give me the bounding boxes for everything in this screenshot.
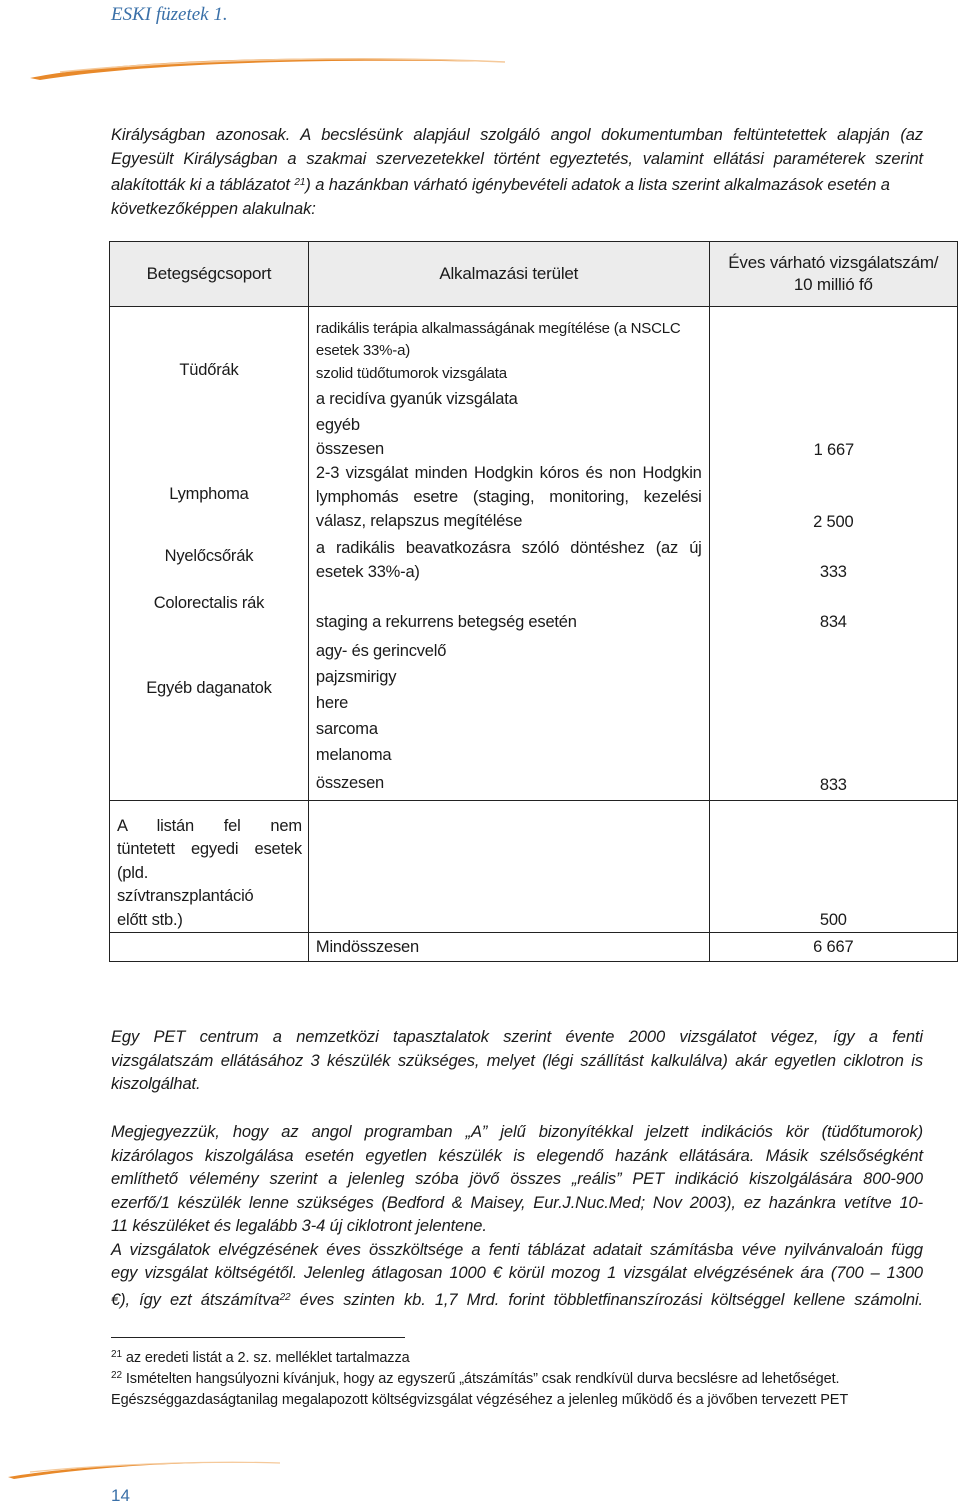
group-cell: Lymphoma (110, 461, 309, 533)
para-line: 11 készüléket és legalább 3-4 új ciklotront jelentene. (111, 1217, 487, 1235)
footnote-22-continued: Egészséggazdaságtanilag megalapozott költségvizsgálat végzéséhez a jelenleg működő és a jövőben tervezett PET (111, 1392, 849, 1408)
count-cell: 2 500 (709, 461, 957, 533)
table-row (110, 800, 958, 933)
paragraph-pet-centre (111, 1026, 923, 1097)
group-cell: Nyelőcsőrák (110, 533, 309, 584)
intro-line: alakították ki a táblázatot $^{21}$) a hazánkban várható igénybevételi adatok a lista szerint alkalmazások esetén a (111, 176, 890, 194)
count-cell: 1 667 (709, 307, 957, 461)
pet-demand-table (109, 241, 958, 962)
table-row (110, 307, 958, 461)
footnote-ref-21[interactable]: 21 (294, 177, 306, 188)
para-line: említhető vélemény szerint a jelenleg szóba jövő összes „reális” PET indikáció kiszolgálására 800-900 (111, 1170, 923, 1188)
intro-line: Egyesült Királyságban a szakmai szervezetekkel történt egyeztetés, valamint ellátási paraméterek szerint (111, 149, 923, 168)
footnote-22: $^{22}$ Ismételten hangsúlyozni kívánjuk, hogy az egyszerű „átszámítás” csak rendkívül durva becslésre ad lehetőséget. (111, 1370, 840, 1387)
group-cell: A listán fel nem tüntetett egyedi esetek (pld. szívtranszplantáció előtt stb.) (110, 800, 309, 933)
area-cell: 2-3 vizsgálat minden Hodgkin kóros és non Hodgkin lymphomás esetre (staging, monitoring, kezelési válasz, relapszus megítélése (308, 461, 709, 533)
table-row (110, 584, 958, 634)
area-cell: radikális terápia alkalmasságának megítélése (a NSCLC esetek 33%-a) szolid tüdőtumorok vizsgálata a recidíva gyanúk vizsgálata egyéb összesen (308, 307, 709, 461)
area-cell: agy- és gerincvelő pajzsmirigy here sarcoma melanoma összesen (308, 634, 709, 801)
footnote-21: $^{21}$ az eredeti listát a 2. sz. melléklet tartalmazza (111, 1349, 410, 1366)
page-number: 14 (111, 1486, 130, 1505)
count-cell: 833 (709, 634, 957, 801)
footnote-ref-22[interactable]: 22 (279, 1291, 291, 1303)
table-row (110, 461, 958, 533)
group-cell (110, 933, 309, 962)
table-row (110, 533, 958, 584)
total-count: 6 667 (709, 933, 957, 962)
header-group: Betegségcsoport (110, 242, 309, 307)
para-line: egy vizsgálat költségétől. Jelenleg átlagosan 1000 € körül mozog 1 vizsgálat elvégzésének ára (700 – 1300 (111, 1264, 923, 1282)
header-area: Alkalmazási terület (308, 242, 709, 307)
intro-paragraph (111, 124, 923, 221)
area-cell: staging a rekurrens betegség esetén (308, 584, 709, 634)
footer-swoosh-decoration (0, 1455, 300, 1481)
para-line: A vizsgálatok elvégzésének éves összköltsége a fenti táblázat adatait számításba véve nyilvánvaloán függ (111, 1240, 923, 1259)
intro-line: következőképpen alakulnak: (111, 199, 316, 218)
para-line: Egy PET centrum a nemzetközi tapasztalatok szerint évente 2000 vizsgálatot végez, így a fenti (111, 1028, 923, 1046)
count-cell: 333 (709, 533, 957, 584)
table-row-total (110, 933, 958, 962)
para-line: kizárólagos kiszolgálása esetén egyetlen készülék is elegendő hazánk ellátására. Másik szélsőségként (111, 1146, 923, 1165)
group-cell: Tüdőrák (110, 307, 309, 461)
para-line: €), így ezt átszámítva$^{22}$ éves szinten kb. 1,7 Mrd. forint többletfinanszírozási költséggel kellene számolni. (111, 1290, 924, 1309)
area-cell: a radikális beavatkozásra szóló döntéshez (az új esetek 33%-a) (308, 533, 709, 584)
para-line: vizsgálatszám ellátásához 3 készülék szükséges, melyet (légi szállítást kalkulálva) akár egyetlen ciklotron is (111, 1051, 923, 1070)
header-swoosh-decoration (0, 50, 520, 85)
area-cell (308, 800, 709, 933)
para-line: kiszolgálhat. (111, 1075, 201, 1093)
paragraph-notes (111, 1121, 923, 1312)
para-line: ezerfő/1 készülék lenne szükséges (Bedford & Maisey, Eur.J.Nuc.Med; Nov 2003), ez hazánkra vetítve 10- (111, 1193, 923, 1212)
header-count: Éves várható vizsgálatszám/ 10 millió fő (709, 242, 957, 307)
group-cell: Colorectalis rák (110, 584, 309, 634)
count-cell: 500 (709, 800, 957, 933)
count-cell: 834 (709, 584, 957, 634)
footnote-separator (111, 1337, 405, 1338)
running-header: ESKI füzetek 1. (111, 4, 228, 25)
intro-line: Királyságban azonosak. A becslésünk alapjául szolgáló angol dokumentumban feltüntetettek alapján (az (111, 126, 923, 144)
para-line: Megjegyezzük, hogy az angol programban „A” jelű bizonyítékkal jelzett indikációs kör (tüdőtumorok) (111, 1123, 923, 1141)
total-label: Mindösszesen (308, 933, 709, 962)
table-row (110, 634, 958, 801)
group-cell: Egyéb daganatok (110, 634, 309, 801)
